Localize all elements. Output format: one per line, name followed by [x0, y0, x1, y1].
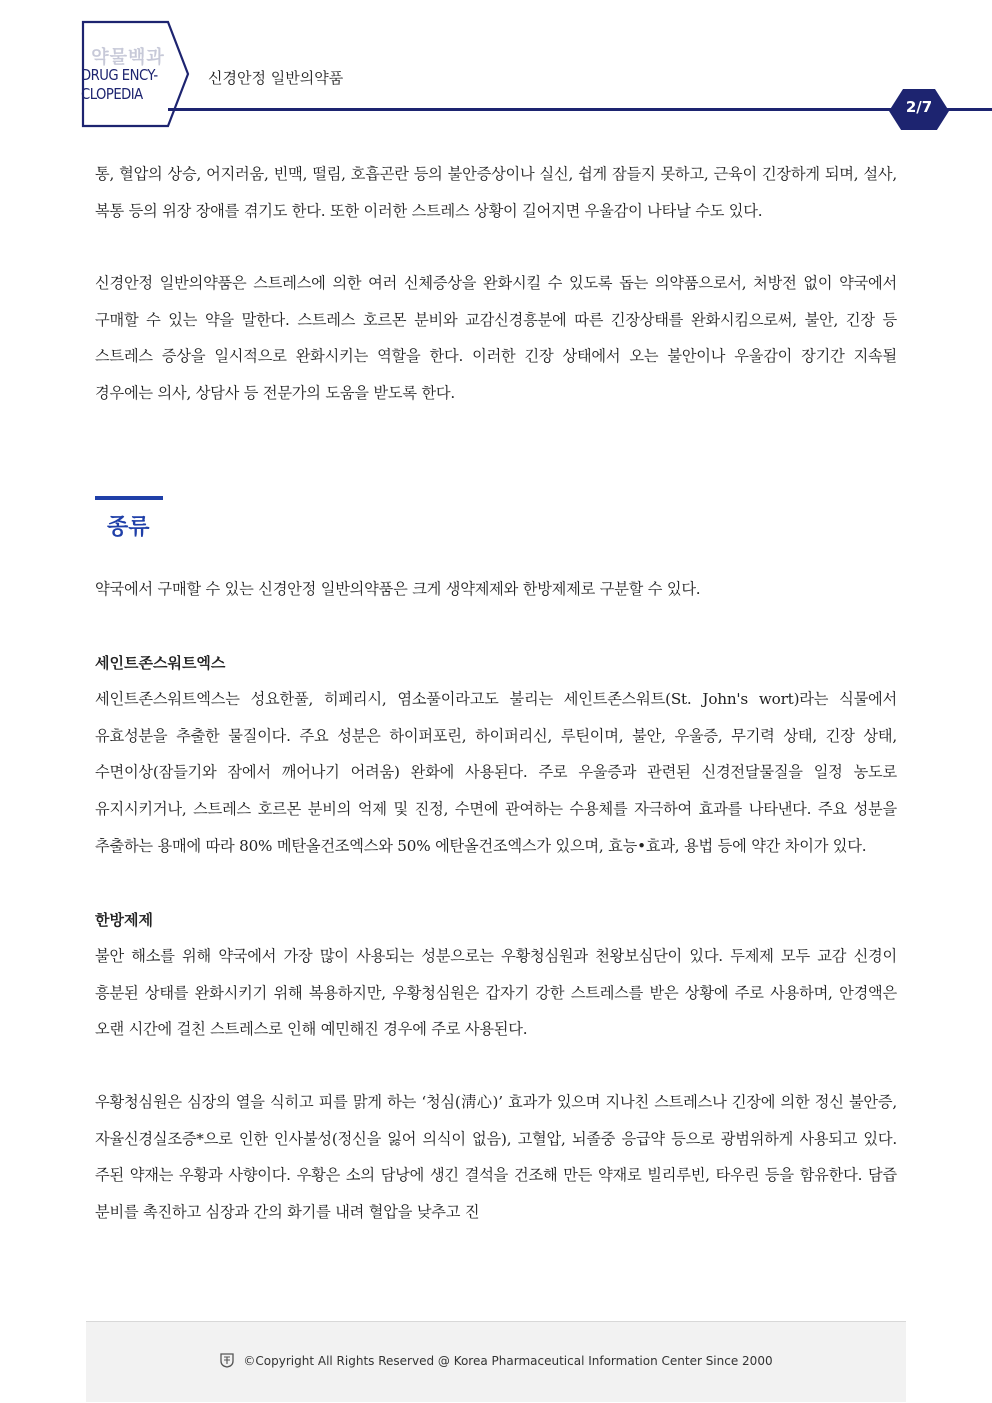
intro-paragraph-1: 통, 혈압의 상승, 어지러움, 빈맥, 떨림, 호흡곤란 등의 불안증상이나 실신, 쉽게 잠들지 못하고, 근육이 긴장하게 되며, 설사, 복통 등의 위장 장애를 겪기도 한다. 또한 이러한 스트레스 상황이 길어지면 우울감이 나타날 수도 있다.	[95, 165, 897, 220]
subsection-heading-stjohns: 세인트존스워트엑스	[95, 654, 226, 673]
logo-line-2: CLOPEDIA	[81, 85, 143, 103]
document-body	[95, 156, 897, 1230]
intro-paragraph-2: 신경안정 일반의약품은 스트레스에 의한 여러 신체증상을 완화시킬 수 있도록 돕는 의약품으로서, 처방전 없이 약국에서 구매할 수 있는 약을 말한다. 스트레스 호르몬 분비와 교감신경흥분에 따른 긴장상태를 완화시킴으로써, 불안, 긴장 등 스트레스 증상을 일시적으로 완화시키는 역할을 한다. 이러한 긴장 상태에서 오는 불안이나 우울감이 장기간 지속될 경우에는 의사, 상담사 등 전문가의 도움을 받도록 한다.	[95, 274, 897, 402]
footer-content	[86, 1352, 906, 1371]
section-accent-bar	[95, 496, 163, 500]
section-intro: 약국에서 구매할 수 있는 신경안정 일반의약품은 크게 생약제제와 한방제제로 구분할 수 있다.	[95, 579, 701, 598]
subsection-heading-herbal: 한방제제	[95, 911, 153, 930]
document-title: 신경안정 일반의약품	[208, 69, 344, 87]
shield-emblem-icon	[219, 1352, 235, 1371]
herbal-paragraph-1: 불안 해소를 위해 약국에서 가장 많이 사용되는 성분으로는 우황청심원과 천왕보심단이 있다. 두제제 모두 교감 신경이 흥분된 상태를 완화시키기 위해 복용하지만, 우황청심원은 갑자기 강한 스트레스를 받은 상황에 주로 사용하며, 안경액은 오랜 시간에 걸친 스트레스로 인해 예민해진 경우에 주로 사용된다.	[95, 947, 897, 1039]
page-footer	[86, 1321, 906, 1402]
logo-english	[81, 66, 178, 104]
stjohns-paragraph: 세인트존스워트엑스는 성요한풀, 히페리시, 염소풀이라고도 불리는 세인트존스워트(St. John's wort)라는 식물에서 유효성분을 추출한 물질이다. 주요 성분은 하이퍼포린, 하이퍼리신, 루틴이며, 불안, 우울증, 무기력 상태, 긴장 상태, 수면이상(잠들기와 잠에서 깨어나기 어려움) 완화에 사용된다. 주로 우울증과 관련된 신경전달물질을 일정 농도로 유지시키거나, 스트레스 호르몬 분비의 억제 및 진정, 수면에 관여하는 수용체를 자극하여 효과를 나타낸다. 주요 성분을 추출하는 용매에 따라 80% 메탄올건조엑스와 50% 에탄올건조엑스가 있으며, 효능•효과, 용법 등에 약간 차이가 있다.	[95, 690, 897, 855]
page-header	[0, 0, 992, 120]
copyright-text: ©Copyright All Rights Reserved @ Korea Pharmaceutical Information Center Since 2000	[243, 1354, 773, 1368]
section-heading: 종류	[107, 514, 150, 540]
logo-korean: 약물백과	[91, 47, 165, 68]
page-number: 2/7	[905, 98, 933, 116]
logo-line-1: DRUG ENCY-	[81, 66, 158, 84]
herbal-paragraph-2: 우황청심원은 심장의 열을 식히고 피를 맑게 하는 ‘청심(淸心)’ 효과가 있으며 지나친 스트레스나 긴장에 의한 정신 불안증, 자율신경실조증*으로 인한 인사불성(정신을 잃어 의식이 없음), 고혈압, 뇌졸중 응급약 등으로 광범위하게 사용되고 있다. 주된 약재는 우황과 사향이다. 우황은 소의 담낭에 생긴 결석을 건조해 만든 약재로 빌리루빈, 타우린 등을 함유한다. 담즙 분비를 촉진하고 심장과 간의 화기를 내려 혈압을 낮추고 진	[95, 1092, 897, 1221]
